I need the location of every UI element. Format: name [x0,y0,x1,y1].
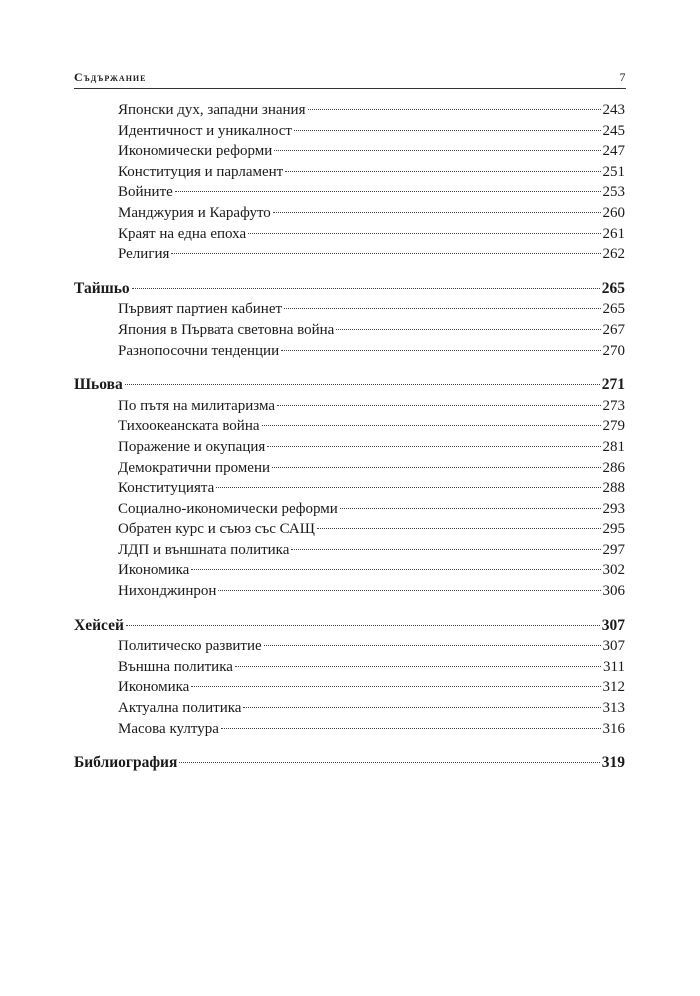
toc-chapter-title: Шьова [74,376,123,394]
dot-leader [285,171,600,172]
toc-section-entry[interactable] [74,458,625,479]
table-of-contents [74,100,625,774]
dot-leader [235,666,601,667]
page-number: 7 [619,70,626,84]
dot-leader [179,762,599,763]
toc-section-title: Масова култура [118,720,219,737]
dot-leader [171,253,600,254]
toc-section-title: Разнопосочни тенденции [118,342,280,359]
dot-leader [274,150,600,151]
toc-page-number: 262 [602,246,625,263]
toc-section-title: Демократични промени [118,459,270,476]
toc-page-number: 261 [602,225,625,242]
toc-section-title: Първият партиен кабинет [118,301,283,318]
toc-page-number: 245 [602,122,625,139]
toc-page-number: 260 [602,204,625,221]
toc-section-entry[interactable] [74,244,625,265]
toc-section-title: Япония в Първата световна война [118,321,335,338]
toc-section-title: Поражение и окупация [118,438,266,455]
toc-section-entry[interactable] [74,698,625,719]
toc-section-entry[interactable] [74,636,625,657]
toc-page-number: 306 [602,583,625,600]
toc-chapter-entry[interactable] [74,753,625,774]
toc-section-entry[interactable] [74,121,625,142]
toc-section-entry[interactable] [74,499,625,520]
toc-page-number: 265 [602,301,625,318]
toc-page-number: 293 [602,500,625,517]
toc-page-number: 251 [602,163,625,180]
toc-section-entry[interactable] [74,162,625,183]
toc-section-title: Японски дух, западни знания [118,102,306,118]
dot-leader [272,467,601,468]
toc-section-entry[interactable] [74,100,625,121]
toc-page-number: 286 [602,459,625,476]
dot-leader [126,625,600,626]
toc-page-number: 316 [602,720,625,737]
running-header [74,70,626,86]
dot-leader [125,384,600,385]
toc-section-title: Войните [118,184,173,201]
toc-page-number: 270 [602,342,625,359]
toc-page-number: 265 [601,279,625,297]
toc-page-number: 312 [602,679,625,696]
dot-leader [191,686,600,687]
toc-page-number: 273 [602,397,625,414]
toc-section-entry[interactable] [74,416,625,437]
dot-leader [308,109,601,110]
toc-section-title: Обратен курс и съюз със САЩ [118,521,315,538]
toc-section-title: Конституция и парламент [118,163,284,180]
toc-page-number: 253 [602,184,625,201]
toc-section-entry[interactable] [74,540,625,561]
toc-chapter-title: Тайшьо [74,279,130,297]
toc-section-entry[interactable] [74,437,625,458]
toc-section-title: Икономика [118,562,190,579]
dot-leader [262,425,601,426]
toc-chapter-entry[interactable] [74,375,625,396]
toc-section-entry[interactable] [74,224,625,245]
toc-section-title: Социално-икономически реформи [118,500,338,517]
dot-leader [218,590,600,591]
toc-page-number: 243 [602,102,625,118]
toc-section-entry[interactable] [74,299,625,320]
dot-leader [132,288,600,289]
dot-leader [277,405,600,406]
toc-section-entry[interactable] [74,560,625,581]
toc-section-entry[interactable] [74,320,625,341]
dot-leader [281,350,600,351]
toc-section-title: Външна политика [118,658,233,675]
toc-section-title: Краят на една епоха [118,225,247,242]
toc-section-title: Икономика [118,679,190,696]
dot-leader [273,212,601,213]
toc-page-number: 302 [602,562,625,579]
toc-section-title: Актуална политика [118,700,242,717]
toc-section-title: ЛДП и външната политика [118,541,290,558]
toc-section-title: Икономически реформи [118,143,273,160]
toc-section-title: Манджурия и Карафуто [118,204,271,221]
toc-section-entry[interactable] [74,677,625,698]
toc-section-entry[interactable] [74,141,625,162]
toc-page-number: 267 [602,321,625,338]
toc-page-number: 297 [602,541,625,558]
dot-leader [221,728,601,729]
dot-leader [317,528,601,529]
toc-section-title: Политическо развитие [118,638,262,655]
dot-leader [248,233,600,234]
dot-leader [243,707,600,708]
toc-section-entry[interactable] [74,581,625,602]
toc-page-number: 295 [602,521,625,538]
toc-page-number: 288 [602,480,625,497]
toc-section-title: Нихонджинрон [118,583,217,600]
toc-chapter-title: Библиография [74,754,178,772]
toc-chapter-title: Хейсей [74,616,124,634]
toc-section-entry[interactable] [74,396,625,417]
dot-leader [284,308,600,309]
dot-leader [264,645,601,646]
dot-leader [191,569,600,570]
toc-section-title: Идентичност и уникалност [118,122,292,139]
toc-section-title: Религия [118,246,170,263]
toc-page-number: 247 [602,143,625,160]
toc-section-title: Тихоокеанската война [118,418,260,435]
toc-section-title: Конституцията [118,480,215,497]
toc-section-entry[interactable] [74,182,625,203]
dot-leader [216,487,600,488]
dot-leader [336,329,600,330]
toc-page-number: 319 [601,754,625,772]
toc-section-entry[interactable] [74,478,625,499]
toc-section-entry[interactable] [74,203,625,224]
dot-leader [340,508,601,509]
header-rule [74,88,626,89]
dot-leader [291,549,600,550]
toc-section-title: По пътя на милитаризма [118,397,276,414]
toc-section-entry[interactable] [74,341,625,362]
dot-leader [267,446,600,447]
toc-chapter-entry[interactable] [74,616,625,637]
toc-chapter-entry[interactable] [74,279,625,300]
dot-leader [294,130,601,131]
toc-section-entry[interactable] [74,519,625,540]
dot-leader [175,191,601,192]
toc-page-number: 281 [602,438,625,455]
toc-section-entry[interactable] [74,719,625,740]
toc-section-entry[interactable] [74,657,625,678]
toc-page-number: 311 [603,658,625,675]
toc-page-number: 307 [602,638,625,655]
toc-page-number: 271 [601,376,625,394]
toc-page-number: 307 [601,616,625,634]
toc-page-number: 279 [602,418,625,435]
running-header-title: Съдържание [74,70,147,84]
toc-page-number: 313 [602,700,625,717]
